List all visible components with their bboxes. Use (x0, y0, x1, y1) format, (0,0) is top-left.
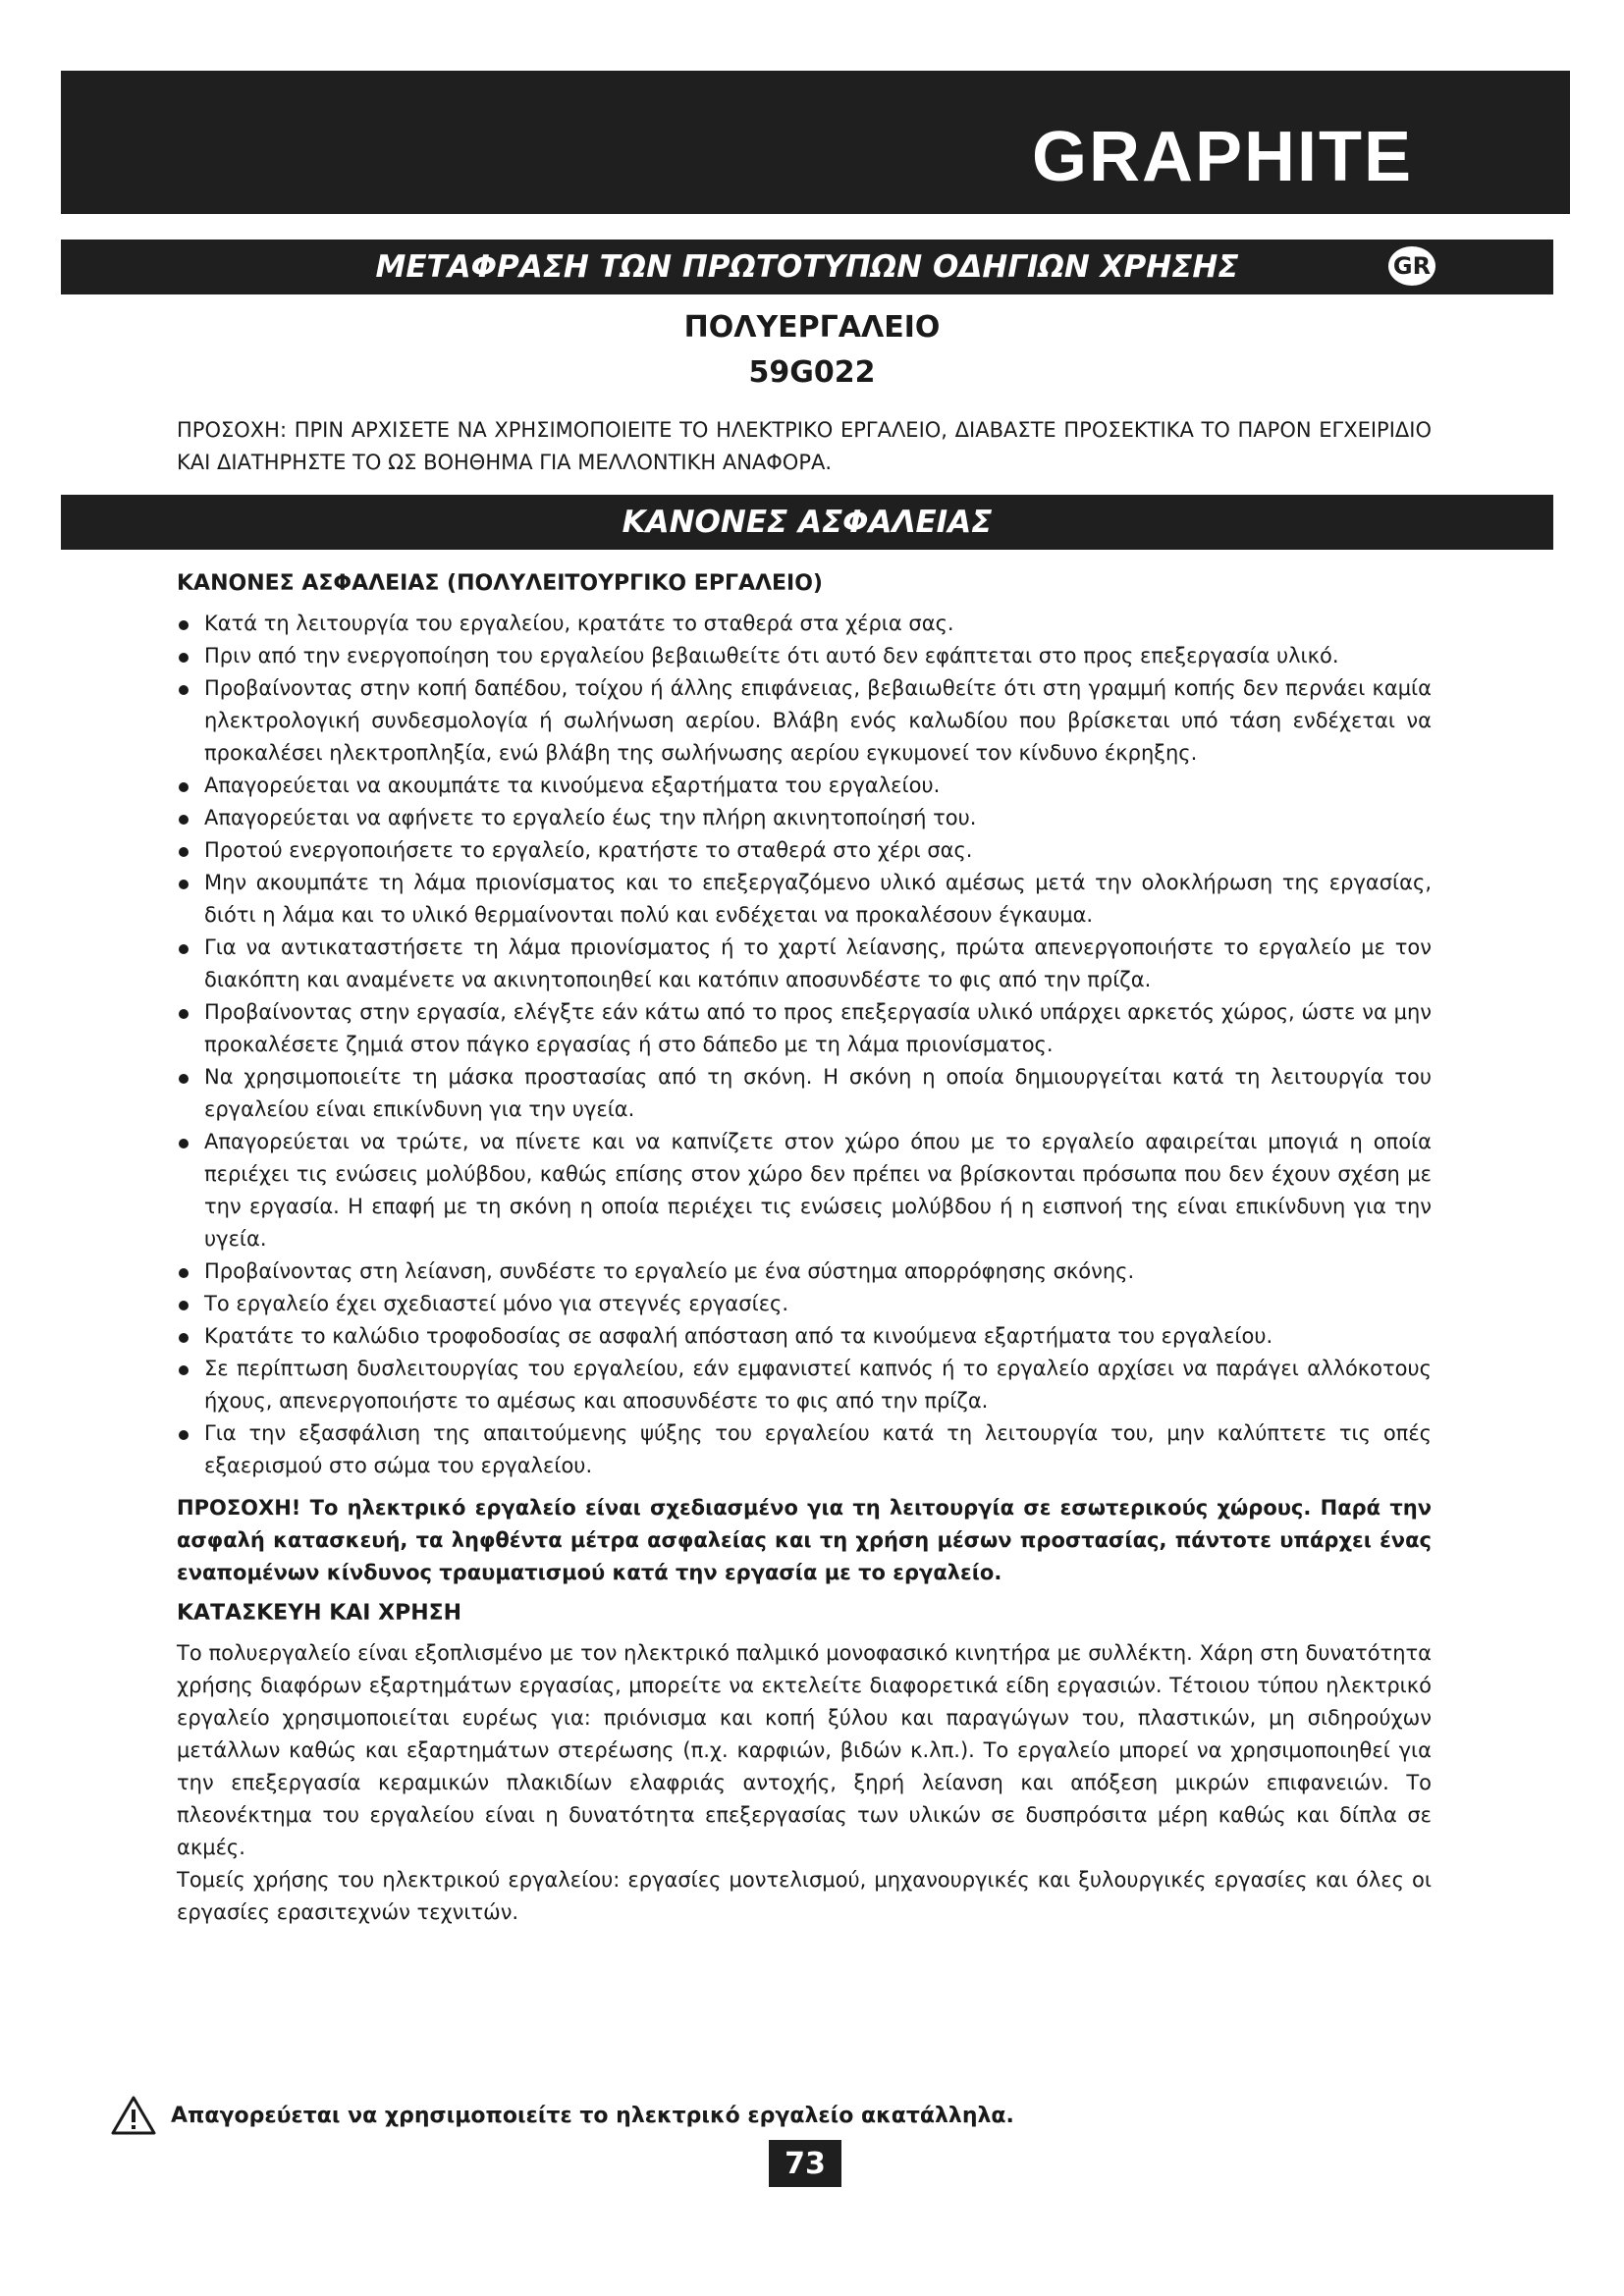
safety-rule-item (177, 640, 1432, 672)
intro-warning: ΠΡΟΣΟΧΗ: ΠΡΙΝ ΑΡΧΙΣΕΤΕ ΝΑ ΧΡΗΣΙΜΟΠΟΙΕΙΤΕ ΤΟ ΗΛΕΚΤΡΙΚΟ ΕΡΓΑΛΕΙΟ, ΔΙΑΒΑΣΤΕ ΠΡΟΣΕΚΤΙΚΑ ΤΟ ΠΑΡΟΝ ΕΓΧΕΙΡΙΔΙΟ ΚΑΙ ΔΙΑΤΗΡΗΣΤΕ ΤΟ ΩΣ ΒΟΗΘΗΜΑ ΓΙΑ ΜΕΛΛΟΝΤΙΚΗ ΑΝΑΦΟΡΑ. (177, 418, 1432, 474)
safety-rule-item (177, 1353, 1432, 1417)
bullet-icon (179, 620, 189, 630)
safety-rule-text: Απαγορεύεται να ακουμπάτε τα κινούμενα εξαρτήματα του εργαλείου. (204, 774, 941, 797)
safety-rule-item (177, 608, 1432, 640)
warning-triangle-icon (110, 2095, 157, 2136)
safety-rule-text: Προβαίνοντας στην κοπή δαπέδου, τοίχου ή άλλης επιφάνειας, βεβαιωθείτε ότι στη γραμμή κοπής δεν περνάει καμία ηλεκτρολογική συνδεσμολογία ή σωλήνωση αερίου. Βλάβη ενός καλωδίου που βρίσκεται υπό τάση ενδέχεται να προκαλέσει ηλεκτροπληξία, ενώ βλάβη της σωλήνωσης αερίου εγκυμονεί τον κίνδυνο έκρηξης. (204, 676, 1432, 765)
safety-rule-item (177, 996, 1432, 1061)
bullet-icon (179, 653, 189, 663)
page-number: 73 (769, 2140, 841, 2187)
safety-rule-item (177, 867, 1432, 932)
product-model: 59G022 (748, 355, 876, 390)
bullet-icon (179, 685, 189, 695)
bullet-icon (179, 1301, 189, 1310)
safety-rule-item (177, 770, 1432, 802)
bottom-warning (110, 2095, 1485, 2136)
construction-heading: ΚΑΤΑΣΚΕΥΗ ΚΑΙ ΧΡΗΣΗ (177, 1601, 462, 1626)
safety-rule-item (177, 1255, 1432, 1288)
main-content (177, 567, 1432, 1929)
bold-warning: ΠΡΟΣΟΧΗ! Το ηλεκτρικό εργαλείο είναι σχεδιασμένο για τη λειτουργία σε εσωτερικούς χώρους. Παρά την ασφαλή κατασκευή, τα ληφθέντα μέτρα ασφαλείας και τη χρήση μέσων προστασίας, πάντοτε υπάρχει ένας εναπομένων κίνδυνος τραυματισμού κατά την εργασία με το εργαλείο. (177, 1496, 1432, 1584)
safety-title-bar (61, 495, 1553, 550)
safety-title: ΚΑΝΟΝΕΣ ΑΣΦΑΛΕΙΑΣ (622, 505, 993, 540)
header-bar (61, 71, 1570, 214)
bullet-icon (179, 944, 189, 954)
safety-rule-item (177, 834, 1432, 867)
bullet-icon (179, 1430, 189, 1440)
safety-rule-item (177, 802, 1432, 834)
safety-rule-text: Απαγορεύεται να τρώτε, να πίνετε και να καπνίζετε στον χώρο όπου με το εργαλείο αφαιρείται μπογιά η οποία περιέχει τις ενώσεις μολύβδου, καθώς επίσης στον χώρο δεν πρέπει να βρίσκονται πρόσωπα που δεν έχουν σχέση με την εργασία. Η επαφή με τη σκόνη η οποία περιέχει τις ενώσεις μολύβδου ή η εισπνοή της είναι επικίνδυνη για την υγεία. (204, 1130, 1432, 1251)
language-badge: GR (1388, 246, 1435, 286)
safety-rule-item (177, 672, 1432, 770)
safety-rule-text: Μην ακουμπάτε τη λάμα πριονίσματος και το επεξεργαζόμενο υλικό αμέσως μετά την ολοκλήρωση της εργασίας, διότι η λάμα και το υλικό θερμαίνονται πολύ και ενδέχεται να προκαλέσουν έγκαυμα. (204, 871, 1432, 927)
bullet-icon (179, 847, 189, 857)
bullet-icon (179, 1139, 189, 1148)
safety-rule-text: Απαγορεύεται να αφήνετε το εργαλείο έως την πλήρη ακινητοποίησή του. (204, 806, 977, 829)
safety-rule-text: Πριν από την ενεργοποίηση του εργαλείου βεβαιωθείτε ότι αυτό δεν εφάπτεται στο προς επεξεργασία υλικό. (204, 644, 1339, 667)
safety-rule-item (177, 932, 1432, 996)
translation-title: ΜΕΤΑΦΡΑΣΗ ΤΩΝ ΠΡΩΤΟΤΥΠΩΝ ΟΔΗΓΙΩΝ ΧΡΗΣΗΣ (375, 249, 1239, 285)
bullet-icon (179, 1333, 189, 1343)
brand-logo: GRAPHITE (1031, 118, 1413, 196)
translation-title-bar (61, 240, 1553, 294)
bullet-icon (179, 782, 189, 792)
bullet-icon (179, 1365, 189, 1375)
safety-heading: ΚΑΝΟΝΕΣ ΑΣΦΑΛΕΙΑΣ (ΠΟΛΥΛΕΙΤΟΥΡΓΙΚΟ ΕΡΓΑΛΕΙΟ) (177, 571, 823, 596)
safety-rule-item (177, 1061, 1432, 1126)
bottom-warning-text: Απαγορεύεται να χρησιμοποιείτε το ηλεκτρικό εργαλείο ακατάλληλα. (171, 2103, 1014, 2128)
safety-rule-text: Το εργαλείο έχει σχεδιαστεί μόνο για στεγνές εργασίες. (204, 1292, 789, 1315)
safety-rule-text: Προβαίνοντας στη λείανση, συνδέστε το εργαλείο με ένα σύστημα απορρόφησης σκόνης. (204, 1259, 1135, 1283)
product-name: ΠΟΛΥΕΡΓΑΛΕΙΟ (683, 310, 941, 345)
bullet-icon (179, 880, 189, 889)
safety-rule-item (177, 1288, 1432, 1320)
construction-paragraph-2: Τομείς χρήσης του ηλεκτρικού εργαλείου: εργασίες μοντελισμού, μηχανουργικές και ξυλουργικές εργασίες και όλες οι εργασίες ερασιτεχνών τεχνιτών. (177, 1868, 1432, 1924)
safety-rule-text: Για να αντικαταστήσετε τη λάμα πριονίσματος ή το χαρτί λείανσης, πρώτα απενεργοποιήστε το εργαλείο με τον διακόπτη και αναμένετε να ακινητοποιηθεί και κατόπιν αποσυνδέστε το φις από την πρίζα. (204, 935, 1432, 991)
safety-rule-text: Προτού ενεργοποιήσετε το εργαλείο, κρατήστε το σταθερά στο χέρι σας. (204, 838, 973, 862)
safety-rule-text: Κρατάτε το καλώδιο τροφοδοσίας σε ασφαλή απόσταση από τα κινούμενα εξαρτήματα του εργαλείου. (204, 1324, 1273, 1348)
safety-rule-text: Προβαίνοντας στην εργασία, ελέγξτε εάν κάτω από το προς επεξεργασία υλικό υπάρχει αρκετός χώρος, ώστε να μην προκαλέσετε ζημιά στον πάγκο εργασίας ή στο δάπεδο με τη λάμα πριονίσματος. (204, 1000, 1432, 1056)
safety-rule-text: Σε περίπτωση δυσλειτουργίας του εργαλείου, εάν εμφανιστεί καπνός ή το εργαλείο αρχίσει να παράγει αλλόκοτους ήχους, απενεργοποιήστε το αμέσως και αποσυνδέστε το φις από την πρίζα. (204, 1357, 1432, 1413)
bullet-icon (179, 1074, 189, 1084)
safety-rule-text: Κατά τη λειτουργία του εργαλείου, κρατάτε το σταθερά στα χέρια σας. (204, 612, 954, 635)
safety-rule-item (177, 1320, 1432, 1353)
bullet-icon (179, 1268, 189, 1278)
bullet-icon (179, 815, 189, 825)
bullet-icon (179, 1009, 189, 1019)
safety-rule-text: Να χρησιμοποιείτε τη μάσκα προστασίας από τη σκόνη. Η σκόνη η οποία δημιουργείται κατά τη λειτουργία του εργαλείου είναι επικίνδυνη για την υγεία. (204, 1065, 1432, 1121)
construction-paragraph-1: Το πολυεργαλείο είναι εξοπλισμένο με τον ηλεκτρικό παλμικό μονοφασικό κινητήρα με συλλέκτη. Χάρη στη δυνατότητα χρήσης διαφόρων εξαρτημάτων εργασίας, μπορείτε να εκτελείτε διαφορετικά είδη εργασιών. Τέτοιου τύπου ηλεκτρικό εργαλείο χρησιμοποιείται ευρέως για: πριόνισμα και κοπή ξύλου και παραγώγων του, πλαστικών, μη σιδηρούχων μετάλλων καθώς και εξαρτημάτων στερέωσης (π.χ. καρφιών, βιδών κ.λπ.). Το εργαλείο μπορεί να χρησιμοποιηθεί για την επεξεργασία κεραμικών πλακιδίων ελαφριάς αντοχής, ξηρή λείανση και απόξεση μικρών επιφανειών. Το πλεονέκτημα του εργαλείου είναι η δυνατότητα επεξεργασίας των υλικών σε δυσπρόσιτα μέρη καθώς και δίπλα σε ακμές. (177, 1641, 1432, 1859)
safety-rule-text: Για την εξασφάλιση της απαιτούμενης ψύξης του εργαλείου κατά τη λειτουργία του, μην καλύπτετε τις οπές εξαερισμού στο σώμα του εργαλείου. (204, 1421, 1432, 1477)
safety-rule-item (177, 1126, 1432, 1255)
safety-rules-list (177, 608, 1432, 1482)
safety-rule-item (177, 1417, 1432, 1482)
